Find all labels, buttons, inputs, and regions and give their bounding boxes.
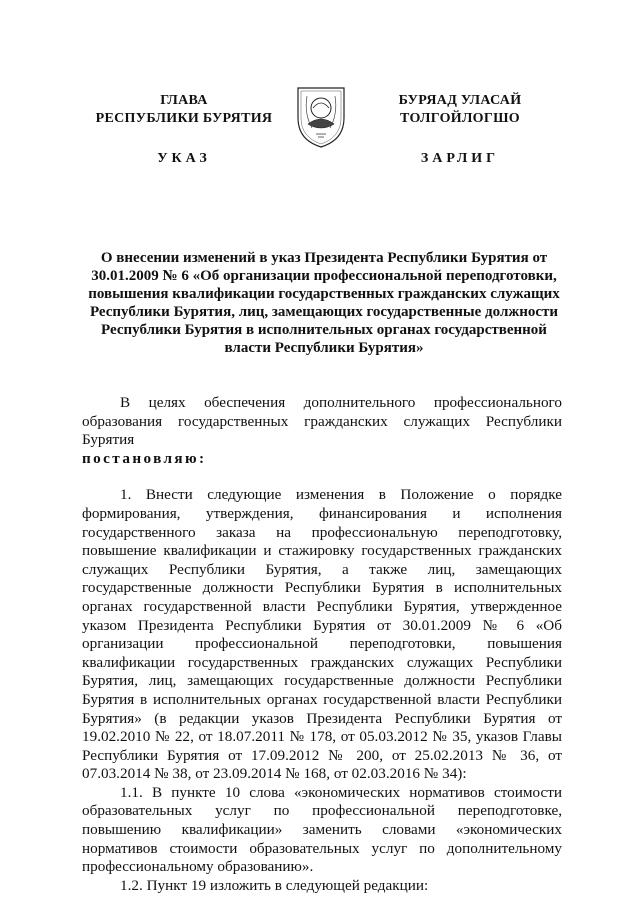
header-right-block: [360, 92, 560, 168]
header-left-line2: РЕСПУБЛИКИ БУРЯТИЯ: [95, 111, 273, 126]
document-body: [82, 394, 562, 895]
preamble-paragraph: [82, 394, 562, 468]
item-1-paragraph: 1. Внести следующие изменения в Положение о порядке формирования, утверждения, финансирования и исполнения государственного заказа на профессиональную переподготовку, повышение квалификации и стажировку государственных гражданских служащих Республики Бурятия, а также лиц, замещающих государственные должности Республики Бурятия в исполнительных органах государственной власти Республики Бурятия, утвержденное указом Президента Республики Бурятия от 30.01.2009 № 6 «Об организации профессиональной переподготовки, повышения квалификации государственных гражданских служащих Республики Бурятия, лиц, замещающих государственные должности Республики Бурятия в исполнительных органах государственной власти Республики Бурятия» (в редакции указов Президента Республики Бурятия от 19.02.2010 № 22, от 18.07.2011 № 178, от 05.03.2012 № 35, указов Главы Республики Бурятия от 17.09.2012 № 200, от 25.02.2013 № 36, от 07.03.2014 № 38, от 23.09.2014 № 168, от 02.03.2016 № 34):: [82, 486, 562, 783]
preamble-text: В целях обеспечения дополнительного профессионального образования государственных гражданских служащих Республики Бурятия: [82, 394, 562, 449]
doc-type-bua: ЗАРЛИГ: [420, 151, 500, 166]
doc-type-ru: УКАЗ: [157, 151, 211, 166]
header-right-line2: ТОЛГОЙЛОГШО: [400, 111, 520, 126]
document-title: О внесении изменений в указ Президента Республики Бурятия от 30.01.2009 № 6 «Об организации профессиональной переподготовки, повышения квалификации государственных гражданских служащих Республики Бурятия, лиц, замещающих государственные должности Республики Бурятия в исполнительных органах государственной власти Республики Бурятия»: [88, 250, 560, 356]
decree-word: постановляю:: [82, 449, 207, 467]
header-left-block: [84, 92, 284, 168]
header-right-line1: БУРЯАД УЛАСАЙ: [398, 93, 522, 108]
item-1-1-paragraph: 1.1. В пункте 10 слова «экономических нормативов стоимости образовательных услуг по профессиональной переподготовке, повышению квалификации» заменить словами «экономических нормативов стоимости образовательных услуг по дополнительному профессиональному образованию».: [82, 783, 562, 876]
item-1-2-paragraph: 1.2. Пункт 19 изложить в следующей редакции:: [120, 876, 429, 894]
header-left-line1: ГЛАВА: [160, 93, 208, 108]
coat-of-arms-icon: [294, 84, 348, 150]
